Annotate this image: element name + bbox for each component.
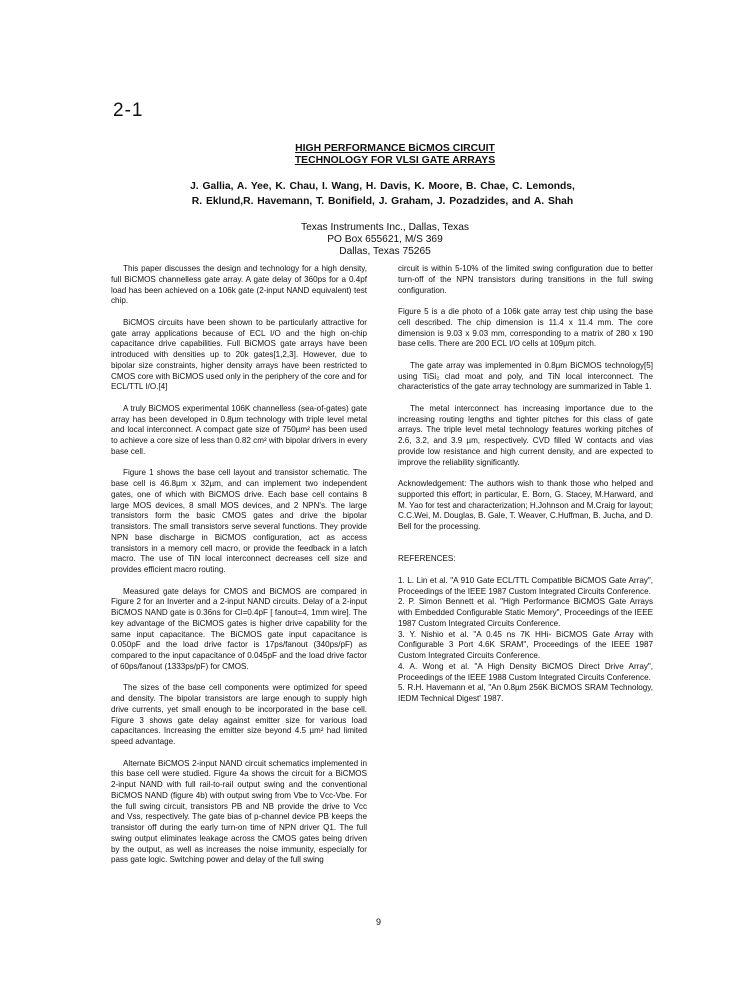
affiliation-line-2: PO Box 655621, M/S 369 [327, 234, 443, 246]
acknowledgement-paragraph: Acknowledgement: The authors wish to thank those who helped and supported this effort; in particular, E. Born, G. Stacey, M.Harward, and M. Yao for test and characterization; H.Johnson and M.Craig for layout; C.C.Wei, M. Douglas, B. Gale, T. Weaver, C.Huffman, B. Jucha, and D. Bell for the processing. [398, 479, 653, 531]
reference-item: 1. L. Lin et al. "A 910 Gate ECL/TTL Compatible BiCMOS Gate Array", Proceedings of the IEEE 1987 Custom Integrated Circuits Conference. [398, 575, 653, 596]
authors-line-2: R. Eklund,R. Havemann, T. Bonifield, J. Graham, J. Pozadzides, and A. Shah [191, 195, 574, 207]
title-line-2: TECHNOLOGY FOR VLSI GATE ARRAYS [294, 154, 496, 166]
right-column [398, 264, 653, 705]
body-paragraph: The metal interconnect has increasing importance due to the increasing routing lengths and tighter pitches for this class of gate arrays. The triple level metal technology features working pitches of 2.6, 3.2, and 3.9 µm, respectively. CVD filled W contacts and vias provide low resistance and high current density, and are expected to improve the reliability significantly. [398, 403, 653, 467]
abstract-paragraph: This paper discusses the design and technology for a high density, full BiCMOS channelless gate array. A gate delay of 360ps for a 0.4pf load has been achieved on a 106k gate (2-input NAND equivalent) test chip. [111, 264, 367, 306]
reference-item: 5. R.H. Havemann et al, "An 0.8µm 256K BiCMOS SRAM Technology, IEDM Technical Digest' 1987. [398, 683, 653, 703]
references-heading: REFERENCES: [398, 554, 456, 564]
reference-item: 2. P. Simon Bennett et al. "High Performance BiCMOS Gate Arrays with Embedded Configurable Static Memory", Proceedings of the IEEE 1987 Custom Integrated Circuits Conference. [398, 597, 653, 628]
left-column [111, 264, 367, 877]
spacer [398, 544, 653, 555]
authors-line-1: J. Gallia, A. Yee, K. Chau, I. Wang, H. Davis, K. Moore, B. Chae, C. Lemonds, [190, 181, 575, 192]
body-paragraph: BiCMOS circuits have been shown to be particularly attractive for gate array applications because of ECL I/O and the high on-chip capacitance drive capabilities. Full BiCMOS gate arrays have been introduced with densities up to 20k gates[1,2,3]. However, due to bipolar size constraints, higher density arrays have been restricted to CMOS core with BiCMOS used only in the periphery of the core and for ECL/TTL I/O.[4] [111, 317, 367, 392]
body-paragraph: Measured gate delays for CMOS and BiCMOS are compared in Figure 2 for an Inverter and a 2-input NAND circuits. Delay of a 2-input BiCMOS NAND gate is 0.36ns for Cl=0.4pF [ fanout=4, 1mm wire]. The key advantage of the BiCMOS gates is higher drive capability for the same input capacitance. The BiCMOS gate input capacitance is 0.050pF and the load drive factor is 17ps/fanout (340ps/pF) as compared to the input capacitance of 0.045pF and the load drive factor of 60ps/fanout (1333ps/pF) for CMOS. [111, 586, 367, 671]
affiliation-line-3: Dallas, Texas 75265 [339, 246, 431, 258]
title-line-1: HIGH PERFORMANCE BiCMOS CIRCUIT [295, 143, 495, 154]
paper-title [200, 143, 590, 166]
body-paragraph: The sizes of the base cell components were optimized for speed and density. The bipolar transistors are large enough to supply high drive currents, yet small enough to be incorporated in the base cell. Figure 3 shows gate delay against emitter size for various load capacitances. Increasing the emitter size beyond 4.5 µm² had limited speed advantage. [111, 683, 367, 746]
page-number: 9 [376, 917, 382, 927]
body-paragraph: circuit is within 5-10% of the limited swing configuration due to better turn-off of the NPN transistors during transitions in the full swing configuration. [398, 264, 653, 295]
body-paragraph: Figure 5 is a die photo of a 106k gate array test chip using the base cell described. The chip dimension is 11.4 x 11.4 mm. The core dimension is 9.03 x 9.03 mm, corresponding to a matrix of 280 x 190 base cells. There are 200 ECL I/O cells at 109µm pitch. [398, 307, 653, 349]
author-list [170, 180, 595, 209]
affiliation [240, 222, 530, 259]
body-paragraph: The gate array was implemented in 0.8µm BiCMOS technology[5] using TiSi₂ clad moat and poly, and TiN local interconnect. The characteristics of the gate array technology are summarized in Table 1. [398, 360, 653, 392]
reference-item: 4. A. Wong et al. "A High Density BiCMOS Direct Drive Array", Proceedings of the IEEE 1988 Custom Integrated Circuits Conference. [398, 661, 653, 682]
affiliation-line-1: Texas Instruments Inc., Dallas, Texas [301, 222, 469, 233]
body-paragraph: Alternate BiCMOS 2-input NAND circuit schematics implemented in this base cell were studied. Figure 4a shows the circuit for a BiCMOS 2-input NAND with full rail-to-rail output swing and the conventional BiCMOS NAND (figure 4b) with output swing from Vbe to Vcc-Vbe. For the full swing circuit, transistors PB and NB provide the drive to Vcc and Vss, respectively. The gate bias of p-channel device PB keeps the transistor off during the early turn-on time of NPN driver Q1. The full swing output eliminates leakage across the CMOS gates being driven by the output, as well as increases the noise immunity, especially for pass gate logic. Switching power and delay of the full swing [111, 758, 367, 865]
body-paragraph: A truly BiCMOS experimental 106K channelless (sea-of-gates) gate array has been developed in 0.8µm technology with triple level metal and local interconnect. A compact gate size of 750µm² has been used to achieve a core size of less than 0.82 cm² with bipolar drivers in every base cell. [111, 403, 367, 456]
body-paragraph: Figure 1 shows the base cell layout and transistor schematic. The base cell is 46.8µm x 32µm, and can implement two independent gates, one of which with BiCMOS drive. Each base cell contains 8 large MOS devices, 8 small MOS devices, and 2 NPN's. The large transistors form the basic CMOS gates and drive the bipolar transistors. The small transistors serve several functions. They provide NPN base discharge in BiCMOS configuration, act as access transistors in a memory cell macro, or provide the feedback in a latch macro. The use of TiN local interconnect decreases cell size and provides efficient macro routing. [111, 468, 367, 574]
reference-item: 3. Y. Nishio et al. "A 0.45 ns 7K HHi- BiCMOS Gate Array with Configurable 3 Port 4.6K SRAM", Proceedings of the IEEE 1987 Custom Integrated Circuits Conference. [398, 629, 653, 660]
session-number: 2-1 [113, 100, 144, 121]
